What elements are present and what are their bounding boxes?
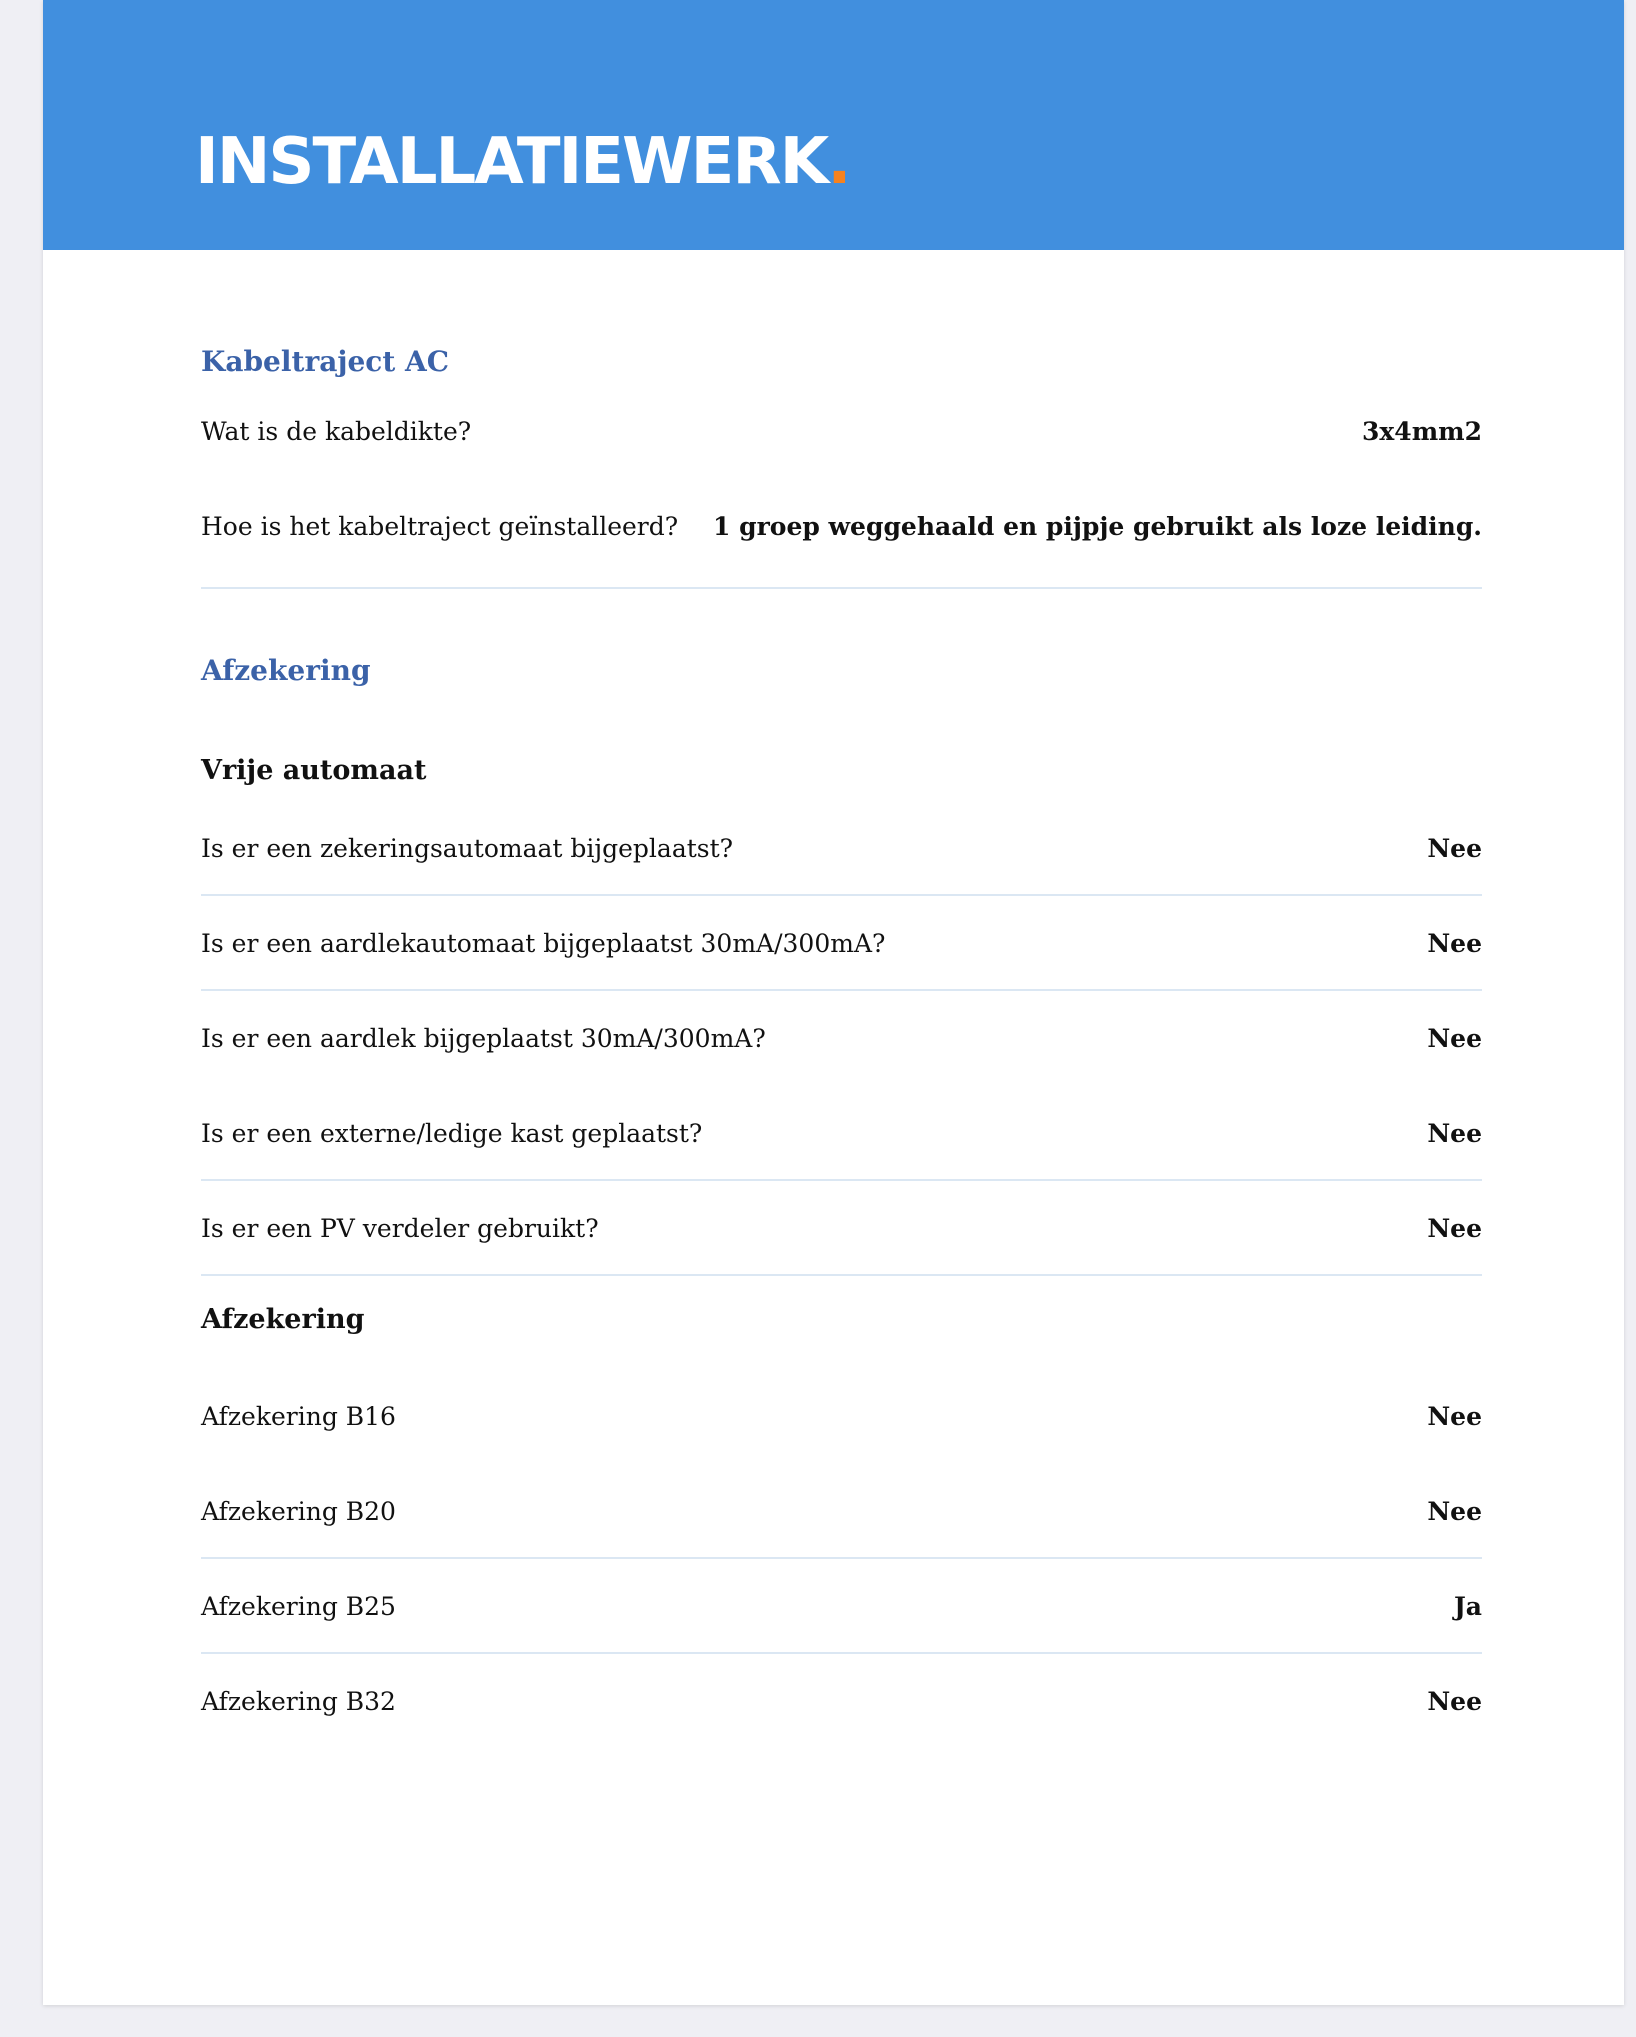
qa-row bbox=[201, 1654, 1482, 1749]
question-label: Wat is de kabeldikte? bbox=[201, 417, 472, 446]
qa-row bbox=[201, 991, 1482, 1086]
qa-row bbox=[201, 479, 1482, 574]
answer-value: Nee bbox=[1427, 1402, 1482, 1431]
answer-value: Nee bbox=[1427, 929, 1482, 958]
question-label: Is er een PV verdeler gebruikt? bbox=[201, 1214, 599, 1243]
group-title-vrije-automaat: Vrije automaat bbox=[201, 755, 427, 786]
qa-row bbox=[201, 1369, 1482, 1464]
report-page bbox=[43, 0, 1624, 2005]
answer-value: 1 groep weggehaald en pijpje gebruikt als loze leiding. bbox=[713, 512, 1482, 541]
question-label: Afzekering B25 bbox=[201, 1592, 396, 1621]
answer-value: 3x4mm2 bbox=[1362, 417, 1482, 446]
question-label: Is er een externe/ledige kast geplaatst? bbox=[201, 1119, 703, 1148]
qa-row bbox=[201, 1181, 1482, 1276]
answer-value: Nee bbox=[1427, 1687, 1482, 1716]
answer-value: Nee bbox=[1427, 1024, 1482, 1053]
answer-value: Nee bbox=[1427, 1214, 1482, 1243]
logo-dot: . bbox=[827, 125, 850, 199]
qa-row bbox=[201, 384, 1482, 479]
answer-value: Nee bbox=[1427, 834, 1482, 863]
answer-value: Nee bbox=[1427, 1119, 1482, 1148]
report-content bbox=[201, 250, 1482, 1749]
answer-value: Nee bbox=[1427, 1497, 1482, 1526]
qa-row bbox=[201, 1464, 1482, 1559]
answer-value: Ja bbox=[1453, 1592, 1482, 1621]
question-label: Afzekering B32 bbox=[201, 1687, 396, 1716]
qa-row bbox=[201, 896, 1482, 991]
qa-row bbox=[201, 1086, 1482, 1181]
logo-text: INSTALLATIEWERK bbox=[195, 125, 828, 199]
question-label: Afzekering B20 bbox=[201, 1497, 396, 1526]
question-label: Afzekering B16 bbox=[201, 1402, 396, 1431]
section-title-kabeltraject: Kabeltraject AC bbox=[201, 345, 450, 378]
qa-row bbox=[201, 801, 1482, 896]
section-title-afzekering: Afzekering bbox=[201, 654, 371, 687]
question-label: Is er een zekeringsautomaat bijgeplaatst? bbox=[201, 834, 734, 863]
group-title-afzekering: Afzekering bbox=[201, 1304, 365, 1335]
question-label: Hoe is het kabeltraject geïnstalleerd? bbox=[201, 512, 679, 541]
question-label: Is er een aardlek bijgeplaatst 30mA/300mA? bbox=[201, 1024, 766, 1053]
company-logo bbox=[195, 124, 850, 200]
question-label: Is er een aardlekautomaat bijgeplaatst 30mA/300mA? bbox=[201, 929, 886, 958]
qa-row bbox=[201, 1559, 1482, 1654]
header-banner bbox=[43, 0, 1624, 250]
